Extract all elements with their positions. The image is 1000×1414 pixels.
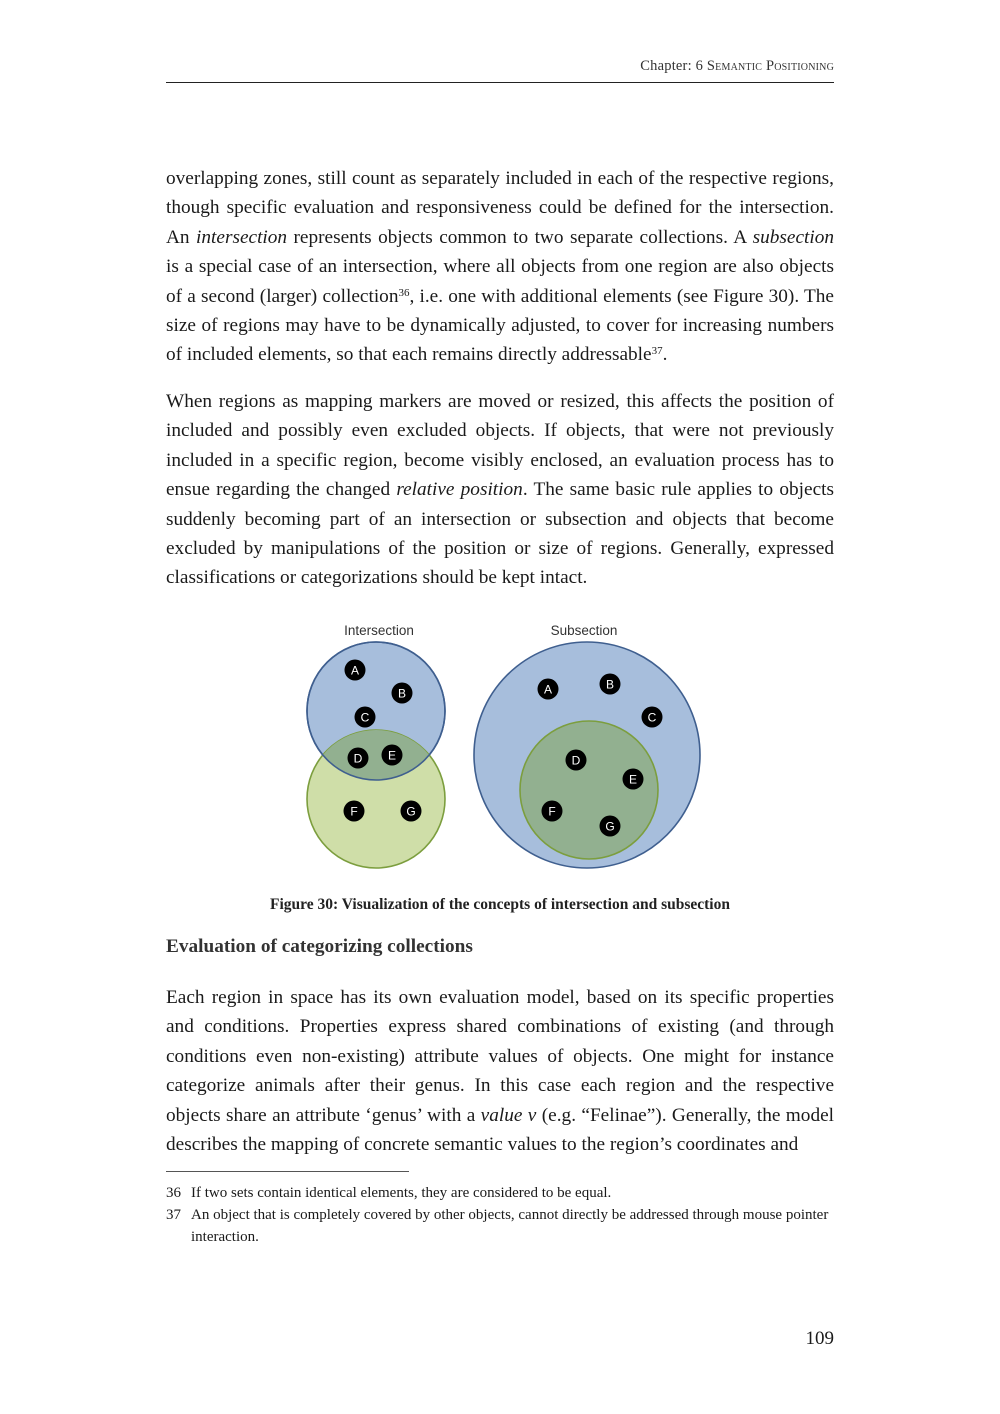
object-label: D [571,753,581,768]
intersection-object-e[interactable] [382,745,403,766]
header-title: Semantic Positioning [706,58,834,74]
footnote-text: If two sets contain identical elements, they are considered to be equal. [191,1185,612,1201]
running-header [166,58,834,83]
header-chapter: Chapter: 6 [640,58,707,74]
term-subsection: subsection [752,226,834,248]
footnote-number: 36 [166,1185,181,1201]
object-label: E [387,748,397,763]
object-label: D [353,751,363,766]
object-label: A [350,663,360,678]
subsection-object-g[interactable] [600,816,621,837]
text-run: represents objects common to two separate collections. A [287,226,753,248]
page-number: 109 [805,1328,834,1349]
paragraph-evaluation-model [166,983,834,1159]
subsection-object-e[interactable] [623,769,644,790]
subsection-object-c[interactable] [642,707,663,728]
intersection-object-c[interactable] [355,707,376,728]
object-label: C [360,710,370,725]
subsection-object-f[interactable] [542,801,563,822]
object-label: C [647,710,657,725]
paragraph-regions [166,164,834,370]
figure-30-diagram [300,616,710,876]
text-run: When regions as mapping markers are moved or resized, this affects the position of included and possibly even excluded objects. If objects, that were not previously included in a specific region, become visibly enclosed, an evaluation process has to ensue regarding the changed [166,391,834,501]
subsection-object-b[interactable] [600,674,621,695]
object-label: F [548,804,556,819]
object-label: E [628,772,638,787]
footnote-36 [166,1182,834,1204]
intersection-object-a[interactable] [345,660,366,681]
object-label: A [543,682,553,697]
object-label: G [406,804,416,819]
footnote-text: An object that is completely covered by other objects, cannot directly be addressed through mouse pointer interaction. [191,1207,829,1245]
term-value-v: value v [480,1104,537,1126]
footnote-37 [166,1204,834,1248]
object-label: B [605,677,615,692]
object-label: F [350,804,358,819]
footnote-number: 37 [166,1207,181,1223]
term-relative-position: relative position [396,479,523,501]
intersection-object-b[interactable] [392,683,413,704]
footnote-divider [166,1171,409,1172]
intersection-object-g[interactable] [401,801,422,822]
intersection-object-f[interactable] [344,801,365,822]
paragraph-mapping-markers [166,387,834,593]
figure-caption: Figure 30: Visualization of the concepts of intersection and subsection [270,896,730,913]
region-green-right[interactable] [520,721,658,859]
object-label: G [605,819,615,834]
subsection-object-a[interactable] [538,679,559,700]
text-run: (e.g. “Felinae”). Generally, the model describes the mapping of concrete semantic values to the region’s coordinates and [166,1104,834,1156]
text-run: . The same basic rule applies to objects suddenly becoming part of an intersection or subsection and objects that become excluded by manipulations of the position or size of regions. Generally, expressed classifications or categorizations should be kept intact. [166,479,834,589]
intersection-object-d[interactable] [348,748,369,769]
intersection-title: Intersection [344,623,414,638]
text-run: . [662,344,668,366]
object-label: B [397,686,407,701]
text-run: is a special case of an intersection, where all objects from one region are also objects of a second (larger) collection [166,256,834,307]
subsection-object-d[interactable] [566,750,587,771]
text-run: , i.e. one with additional elements (see Figure 30). The size of regions may have to be dynamically adjusted, to cover for increasing numbers of included elements, so that each remains directly addressable [166,285,834,366]
subsection-title: Subsection [550,623,618,638]
section-heading: Evaluation of categorizing collections [166,936,473,957]
term-intersection: intersection [196,226,288,248]
text-run: overlapping zones, still count as separately included in each of the respective regions, though specific evaluation and responsiveness could be defined for the intersection. An [166,168,834,248]
footnote-ref-37[interactable]: 37 [651,345,663,358]
text-run: Each region in space has its own evaluation model, based on its specific properties and conditions. Properties express shared combinations of existing (and through conditions even non-existing) attribute values of objects. One might for instance categorize animals after their genus. In this case each region and the respective objects share an attribute ‘genus’ with a [166,987,834,1126]
footnote-ref-36[interactable]: 36 [398,286,410,299]
